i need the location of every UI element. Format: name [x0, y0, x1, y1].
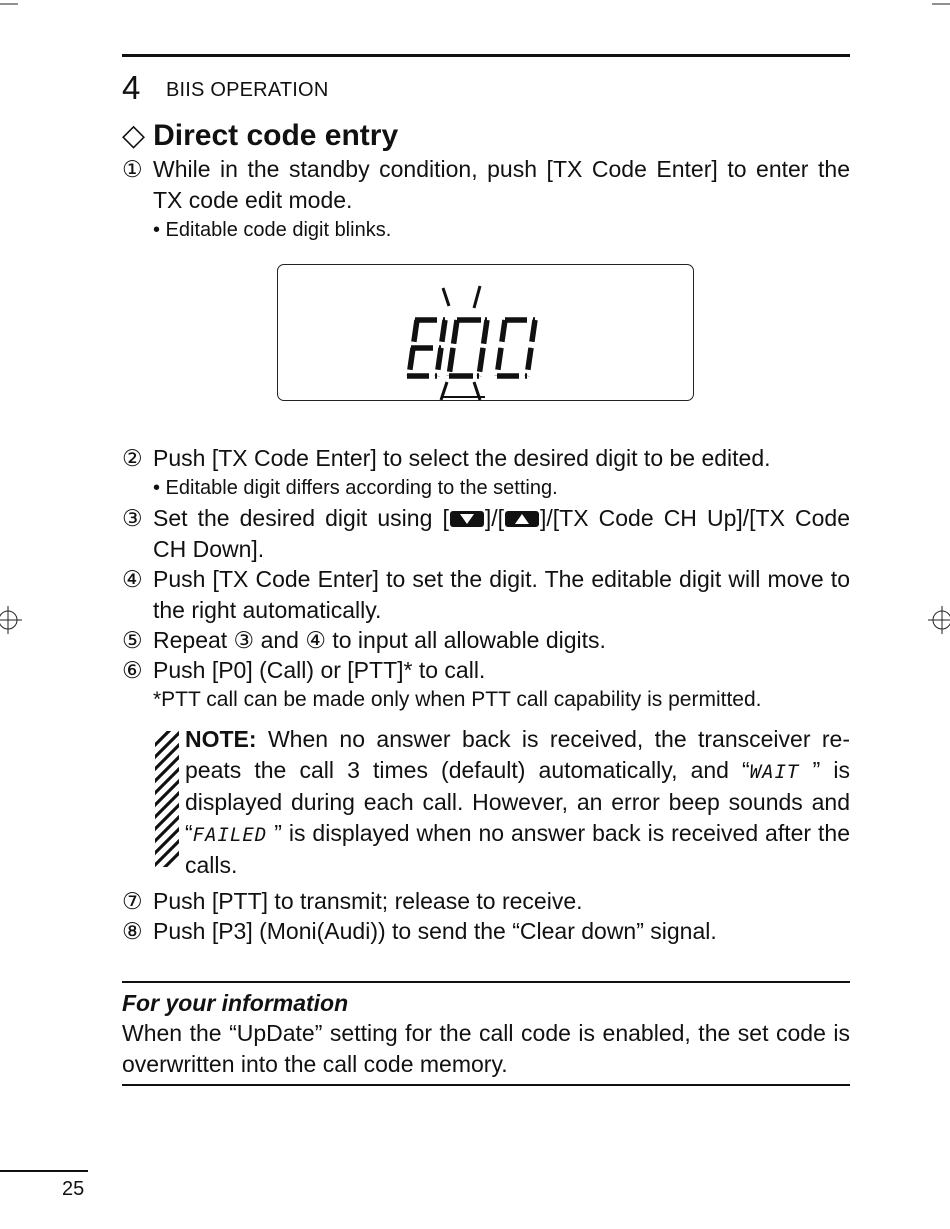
- step-text: Push [TX Code Enter] to select the desired digit to be edited.: [153, 445, 771, 471]
- step-text: Push [TX Code Enter] to set the digit. The editable digit will move to the right automatically.: [153, 566, 850, 623]
- lcd-segment: [413, 320, 417, 348]
- lcd-text-failed: FAILED: [192, 823, 268, 846]
- step-marker: ⑥: [122, 657, 143, 683]
- lcd-segment: [483, 320, 487, 348]
- note-label: NOTE:: [185, 726, 257, 752]
- step-1-subnote: • Editable code digit blinks.: [153, 219, 392, 241]
- lcd-digit: [449, 320, 487, 376]
- down-arrow-key-icon: [450, 511, 484, 527]
- lcd-segment: [441, 320, 445, 348]
- lcd-segment: [437, 348, 441, 376]
- lcd-segment: [497, 348, 501, 376]
- step-text-part: ]/[: [484, 505, 505, 531]
- lcd-segment: [453, 320, 457, 348]
- step-text: Push [P3] (Moni(Audi)) to send the “Clear down” signal.: [153, 918, 717, 944]
- step-5: [122, 625, 850, 656]
- note-block: [185, 724, 850, 881]
- step-text: Push [PTT] to transmit; release to receive.: [153, 888, 583, 914]
- step-2-subnote: • Editable digit differs according to the setting.: [153, 477, 558, 499]
- info-bottom-rule: [122, 1084, 850, 1086]
- chapter-number: 4: [122, 69, 141, 106]
- lcd-segment: [527, 348, 531, 376]
- step-marker: ②: [122, 445, 143, 471]
- step-8: [122, 916, 850, 947]
- step-text: While in the standby condition, push [TX Code Enter] to enter the TX code edit mode.: [153, 156, 850, 213]
- step-text-part: ]/[TX Code CH Up]/[TX Code CH Down].: [153, 505, 850, 562]
- step-text: Push [P0] (Call) or [PTT]* to call.: [153, 657, 486, 683]
- step-marker: ⑤: [122, 627, 143, 653]
- step-marker: ⑧: [122, 918, 143, 944]
- header-rule: [122, 54, 850, 57]
- step-4: [122, 564, 850, 625]
- lcd-segment: [409, 348, 413, 376]
- page-number-rule: [0, 1170, 88, 1172]
- step-marker: ④: [122, 566, 143, 592]
- lcd-segment: [449, 348, 453, 376]
- page-number: 25: [62, 1178, 85, 1200]
- step-marker: ⑦: [122, 888, 143, 914]
- step-text: Repeat ③ and ④ to input all allowable digits.: [153, 627, 606, 653]
- lcd-text-wait: WAIT: [749, 760, 800, 783]
- step-6-subnote: *PTT call can be made only when PTT call capability is permitted.: [153, 688, 762, 711]
- step-2: [122, 443, 850, 474]
- chapter-title: BIIS OPERATION: [166, 79, 329, 101]
- step-marker: ①: [122, 156, 143, 182]
- lcd-segment: [531, 320, 535, 348]
- step-marker: ③: [122, 505, 143, 531]
- note-text: When no answer back is received, the transceiver re-peats the call 3 times (default) automatically, and “: [185, 726, 850, 783]
- step-7: [122, 886, 850, 917]
- step-text-part: Set the desired digit using [: [153, 505, 449, 531]
- section-title: [122, 116, 398, 156]
- step-6: [122, 655, 850, 686]
- section-title-text: Direct code entry: [153, 119, 399, 152]
- step-1: [122, 154, 850, 215]
- up-arrow-key-icon: [505, 511, 539, 527]
- lcd-digits-illustration: [277, 264, 697, 404]
- diamond-icon: ◇: [122, 119, 146, 152]
- note-text: ” is displayed when no answer back is received after the calls.: [185, 819, 850, 878]
- step-text: [153, 503, 850, 564]
- lcd-segment: [501, 320, 505, 348]
- info-body: When the “UpDate” setting for the call code is enabled, the set code is overwritten into the call code memory.: [122, 1020, 850, 1077]
- lcd-segment: [479, 348, 483, 376]
- lcd-digit: [497, 320, 535, 376]
- note-text: ” is displayed during each call. However, an error beep sounds and “: [185, 756, 850, 846]
- note-hatch-icon: [155, 731, 181, 869]
- info-title: For your information: [122, 990, 349, 1016]
- info-top-rule: [122, 981, 850, 983]
- step-3: [122, 503, 850, 564]
